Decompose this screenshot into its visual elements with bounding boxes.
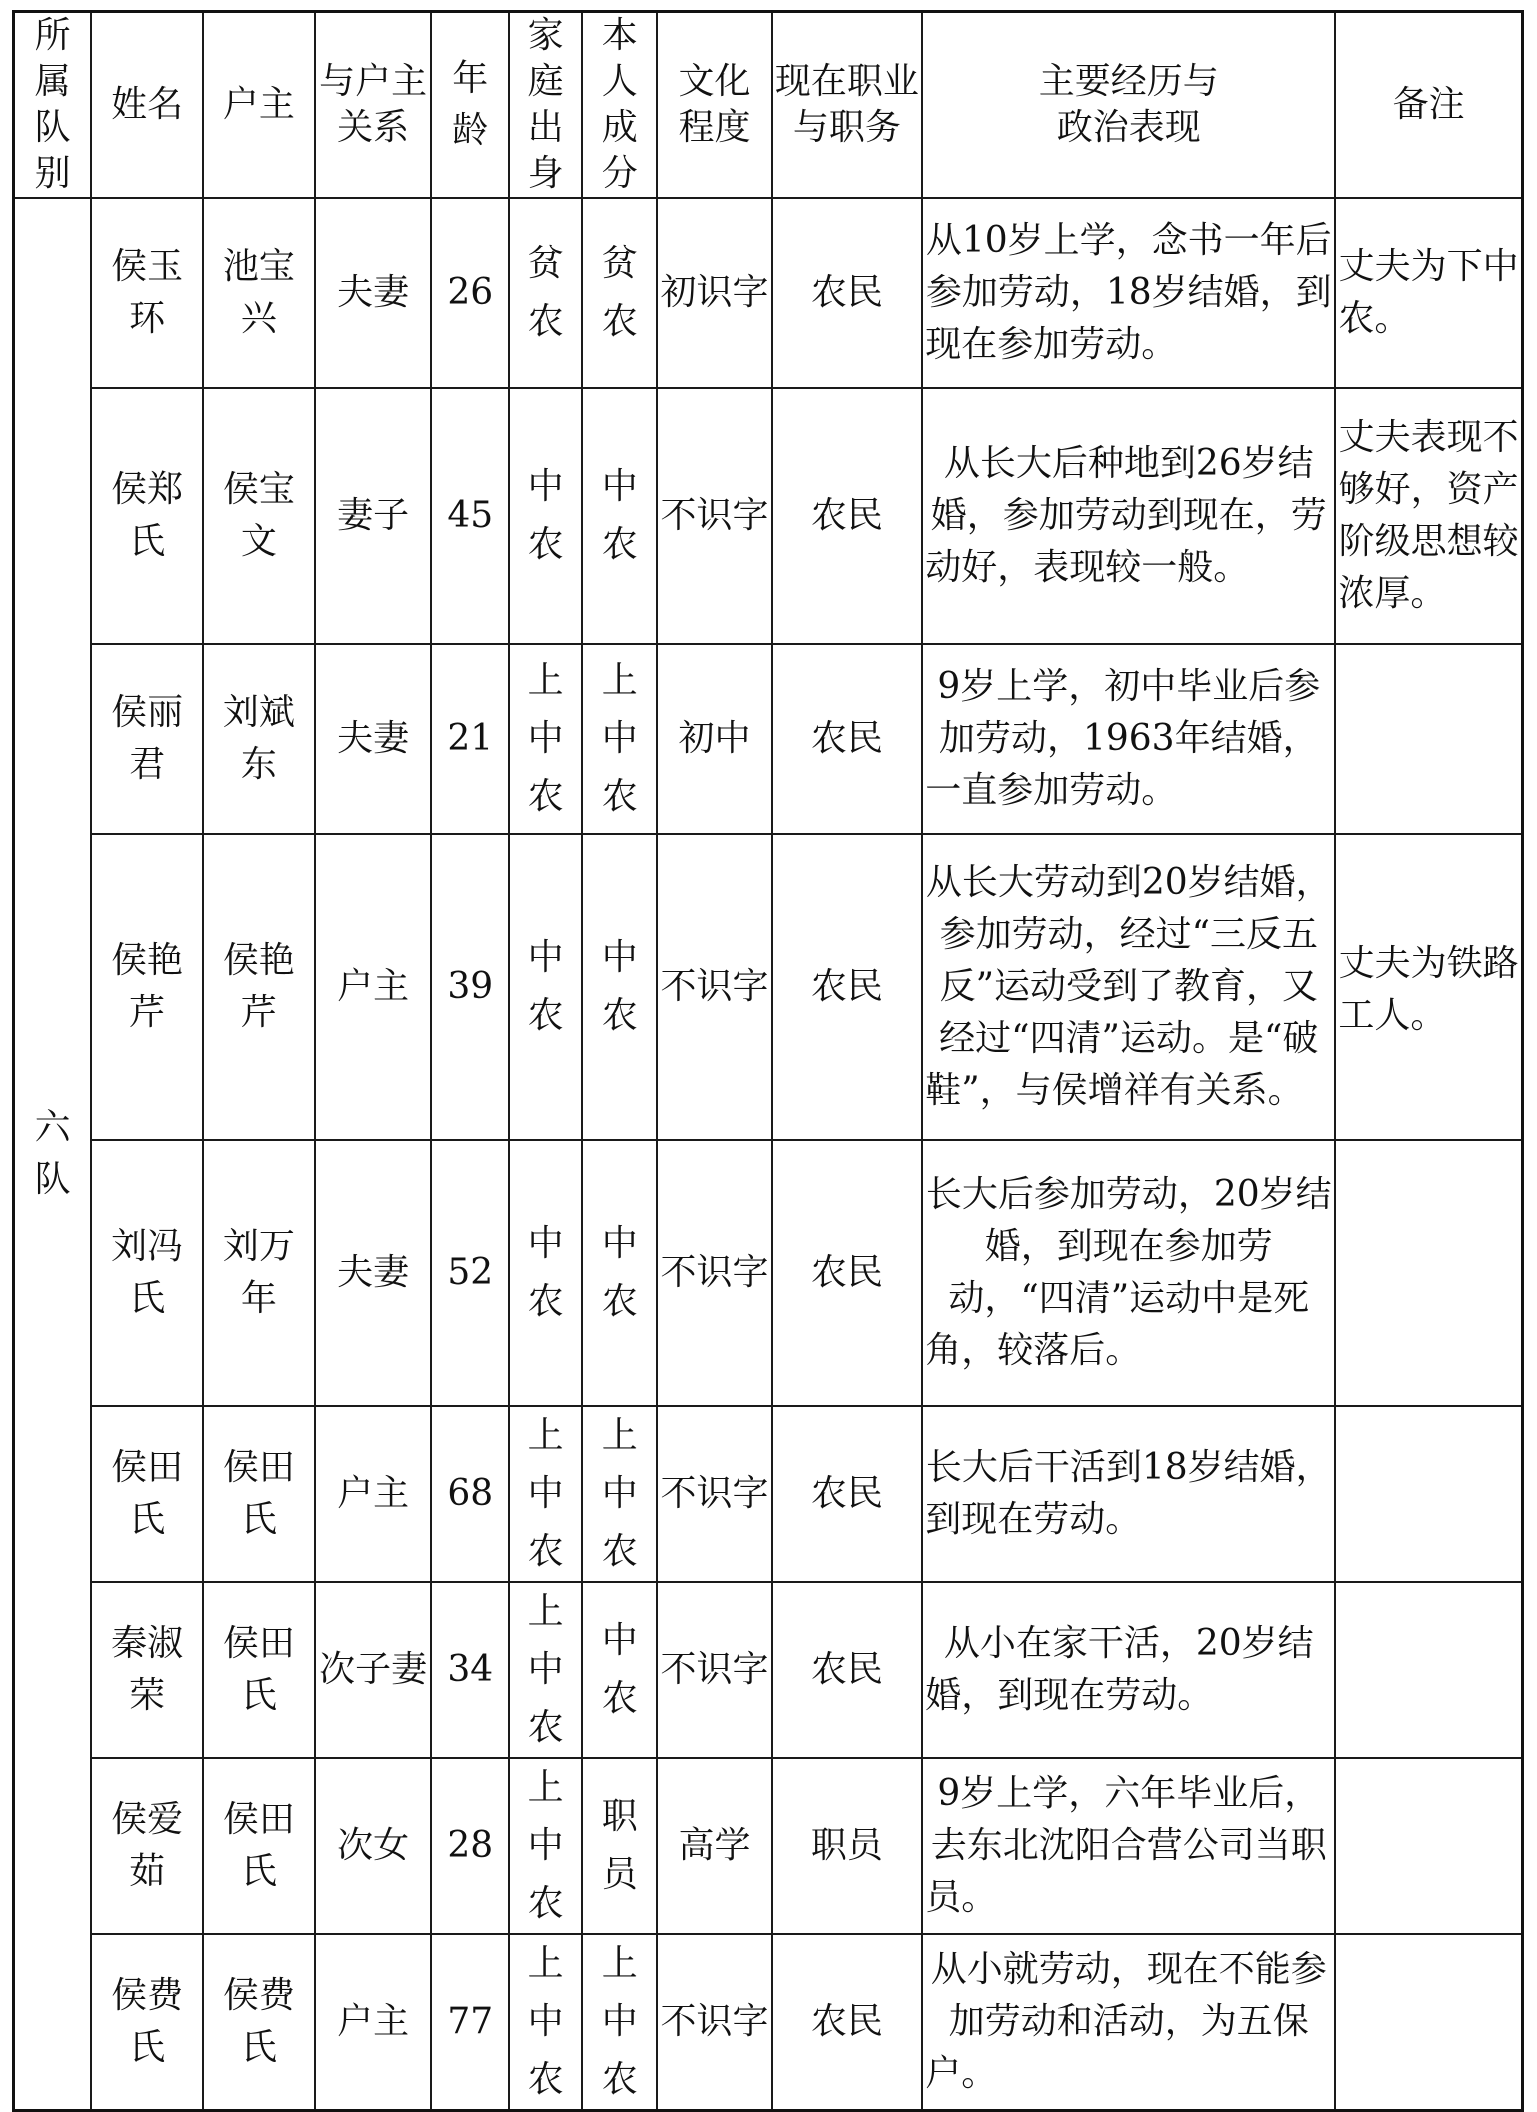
family-origin-cell-line: 上中 [527, 660, 564, 759]
relation-cell: 户主 [315, 834, 432, 1140]
personal-status-cell [582, 1934, 657, 2111]
family-origin-cell [509, 1582, 582, 1758]
householder-cell: 侯艳芹 [203, 834, 315, 1140]
education-cell: 不识字 [657, 388, 771, 644]
header-occupation: 现在职业 与职务 [772, 12, 923, 199]
history-cell: 从10岁上学，念书一年后参加劳动，18岁结婚，到现在参加劳动。 [922, 198, 1335, 388]
notes-cell: 丈夫表现不够好，资产阶级思想较浓厚。 [1335, 388, 1522, 644]
name-cell: 侯郑氏 [91, 388, 203, 644]
age-cell: 52 [431, 1140, 509, 1406]
family-origin-cell-line: 中农 [527, 937, 564, 1036]
education-cell: 不识字 [657, 1140, 771, 1406]
personal-status-cell-line: 中农 [601, 466, 638, 565]
family-origin-cell-line: 农 [527, 1707, 564, 1748]
family-origin-cell [509, 388, 582, 644]
householder-cell: 侯费氏 [203, 1934, 315, 2111]
header-row [14, 12, 1523, 199]
table-row [14, 644, 1523, 834]
family-origin-cell [509, 1140, 582, 1406]
history-cell: 从长大后种地到26岁结婚，参加劳动到现在，劳动好，表现较一般。 [922, 388, 1335, 644]
name-cell: 侯爱茹 [91, 1758, 203, 1934]
occupation-cell: 农民 [772, 1140, 923, 1406]
age-cell: 26 [431, 198, 509, 388]
family-origin-cell [509, 1406, 582, 1582]
history-cell: 从小就劳动，现在不能参加劳动和活动，为五保户。 [922, 1934, 1335, 2111]
occupation-cell: 农民 [772, 1934, 923, 2111]
table-row [14, 1582, 1523, 1758]
education-cell: 不识字 [657, 1406, 771, 1582]
history-cell: 从长大劳动到20岁结婚，参加劳动，经过“三反五反”运动受到了教育，又经过“四清”运动。是“破鞋”，与侯增祥有关系。 [922, 834, 1335, 1140]
table-row [14, 1140, 1523, 1406]
history-cell: 从小在家干活，20岁结婚，到现在劳动。 [922, 1582, 1335, 1758]
age-cell: 45 [431, 388, 509, 644]
personal-status-cell [582, 198, 657, 388]
personal-status-cell [582, 1140, 657, 1406]
table-row [14, 1934, 1523, 2111]
name-cell: 侯玉环 [91, 198, 203, 388]
history-cell: 9岁上学，六年毕业后，去东北沈阳合营公司当职员。 [922, 1758, 1335, 1934]
personal-status-cell [582, 1758, 657, 1934]
header-age: 年龄 [431, 12, 509, 199]
occupation-cell: 农民 [772, 1406, 923, 1582]
personal-status-cell-line: 上中 [601, 660, 638, 759]
header-householder: 户主 [203, 12, 315, 199]
personal-status-cell-line: 中农 [601, 1620, 638, 1719]
name-cell: 秦淑荣 [91, 1582, 203, 1758]
age-cell: 68 [431, 1406, 509, 1582]
householder-cell: 侯宝文 [203, 388, 315, 644]
name-cell: 侯费氏 [91, 1934, 203, 2111]
history-cell: 9岁上学，初中毕业后参加劳动，1963年结婚，一直参加劳动。 [922, 644, 1335, 834]
family-origin-cell [509, 1758, 582, 1934]
name-cell: 侯田氏 [91, 1406, 203, 1582]
personal-status-cell-line: 中农 [601, 1223, 638, 1322]
header-education: 文化 程度 [657, 12, 771, 199]
education-cell: 初识字 [657, 198, 771, 388]
header-notes: 备注 [1335, 12, 1522, 199]
family-origin-cell-line: 农 [527, 776, 564, 817]
family-origin-cell-line: 上中 [527, 1767, 564, 1866]
age-cell: 34 [431, 1582, 509, 1758]
family-origin-cell [509, 644, 582, 834]
education-cell: 不识字 [657, 1934, 771, 2111]
personal-status-cell [582, 834, 657, 1140]
notes-cell [1335, 1406, 1522, 1582]
relation-cell: 户主 [315, 1406, 432, 1582]
table-row [14, 198, 1523, 388]
family-origin-cell-line: 中农 [527, 466, 564, 565]
name-cell: 侯丽君 [91, 644, 203, 834]
householder-cell: 侯田氏 [203, 1582, 315, 1758]
family-origin-cell-line: 中农 [527, 1223, 564, 1322]
householder-cell: 刘万年 [203, 1140, 315, 1406]
occupation-cell: 职员 [772, 1758, 923, 1934]
relation-cell: 次子妻 [315, 1582, 432, 1758]
name-cell: 刘冯氏 [91, 1140, 203, 1406]
personal-status-cell-line: 中农 [601, 937, 638, 1036]
name-cell: 侯艳芹 [91, 834, 203, 1140]
household-roster-table [12, 10, 1524, 2112]
table-row [14, 388, 1523, 644]
occupation-cell: 农民 [772, 1582, 923, 1758]
relation-cell: 夫妻 [315, 1140, 432, 1406]
occupation-cell: 农民 [772, 644, 923, 834]
family-origin-cell-line: 上中 [527, 1591, 564, 1690]
notes-cell: 丈夫为下中农。 [1335, 198, 1522, 388]
header-family-origin: 家庭 出身 [509, 12, 582, 199]
education-cell: 初中 [657, 644, 771, 834]
notes-cell [1335, 1140, 1522, 1406]
personal-status-cell-line: 上中 [601, 1943, 638, 2042]
age-cell: 39 [431, 834, 509, 1140]
age-cell: 21 [431, 644, 509, 834]
personal-status-cell-line: 农 [601, 1531, 638, 1572]
header-name: 姓名 [91, 12, 203, 199]
header-relation: 与户主 关系 [315, 12, 432, 199]
roster-body [14, 198, 1523, 2111]
personal-status-cell-line: 农 [601, 776, 638, 817]
personal-status-cell-line: 上中 [601, 1415, 638, 1514]
householder-cell: 侯田氏 [203, 1406, 315, 1582]
age-cell: 28 [431, 1758, 509, 1934]
table-row [14, 834, 1523, 1140]
table-row [14, 1758, 1523, 1934]
occupation-cell: 农民 [772, 388, 923, 644]
family-origin-cell-line: 农 [527, 1531, 564, 1572]
education-cell: 不识字 [657, 834, 771, 1140]
family-origin-cell-line: 农 [527, 2059, 564, 2100]
header-personal-status: 本人 成分 [582, 12, 657, 199]
relation-cell: 夫妻 [315, 644, 432, 834]
personal-status-cell [582, 1582, 657, 1758]
family-origin-cell-line: 上中 [527, 1943, 564, 2042]
header-team: 所属 队别 [14, 12, 92, 199]
header-history: 主要经历与 政治表现 [922, 12, 1335, 199]
family-origin-cell [509, 198, 582, 388]
family-origin-cell-line: 上中 [527, 1415, 564, 1514]
relation-cell: 次女 [315, 1758, 432, 1934]
personal-status-cell-line: 农 [601, 2059, 638, 2100]
householder-cell: 刘斌东 [203, 644, 315, 834]
relation-cell: 户主 [315, 1934, 432, 2111]
householder-cell: 侯田氏 [203, 1758, 315, 1934]
history-cell: 长大后参加劳动，20岁结婚，到现在参加劳动，“四清”运动中是死角，较落后。 [922, 1140, 1335, 1406]
history-cell: 长大后干活到18岁结婚，到现在劳动。 [922, 1406, 1335, 1582]
family-origin-cell [509, 1934, 582, 2111]
occupation-cell: 农民 [772, 198, 923, 388]
family-origin-cell [509, 834, 582, 1140]
education-cell: 不识字 [657, 1582, 771, 1758]
personal-status-cell [582, 644, 657, 834]
occupation-cell: 农民 [772, 834, 923, 1140]
personal-status-cell-line: 职员 [601, 1796, 638, 1895]
relation-cell: 妻子 [315, 388, 432, 644]
householder-cell: 池宝兴 [203, 198, 315, 388]
personal-status-cell [582, 388, 657, 644]
notes-cell [1335, 644, 1522, 834]
notes-cell [1335, 1582, 1522, 1758]
table-row [14, 1406, 1523, 1582]
notes-cell: 丈夫为铁路工人。 [1335, 834, 1522, 1140]
personal-status-cell-line: 贫农 [601, 243, 638, 342]
personal-status-cell [582, 1406, 657, 1582]
family-origin-cell-line: 贫农 [527, 243, 564, 342]
education-cell: 高学 [657, 1758, 771, 1934]
notes-cell [1335, 1758, 1522, 1934]
age-cell: 77 [431, 1934, 509, 2111]
notes-cell [1335, 1934, 1522, 2111]
family-origin-cell-line: 农 [527, 1883, 564, 1924]
relation-cell: 夫妻 [315, 198, 432, 388]
team-cell: 六队 [14, 198, 92, 2111]
